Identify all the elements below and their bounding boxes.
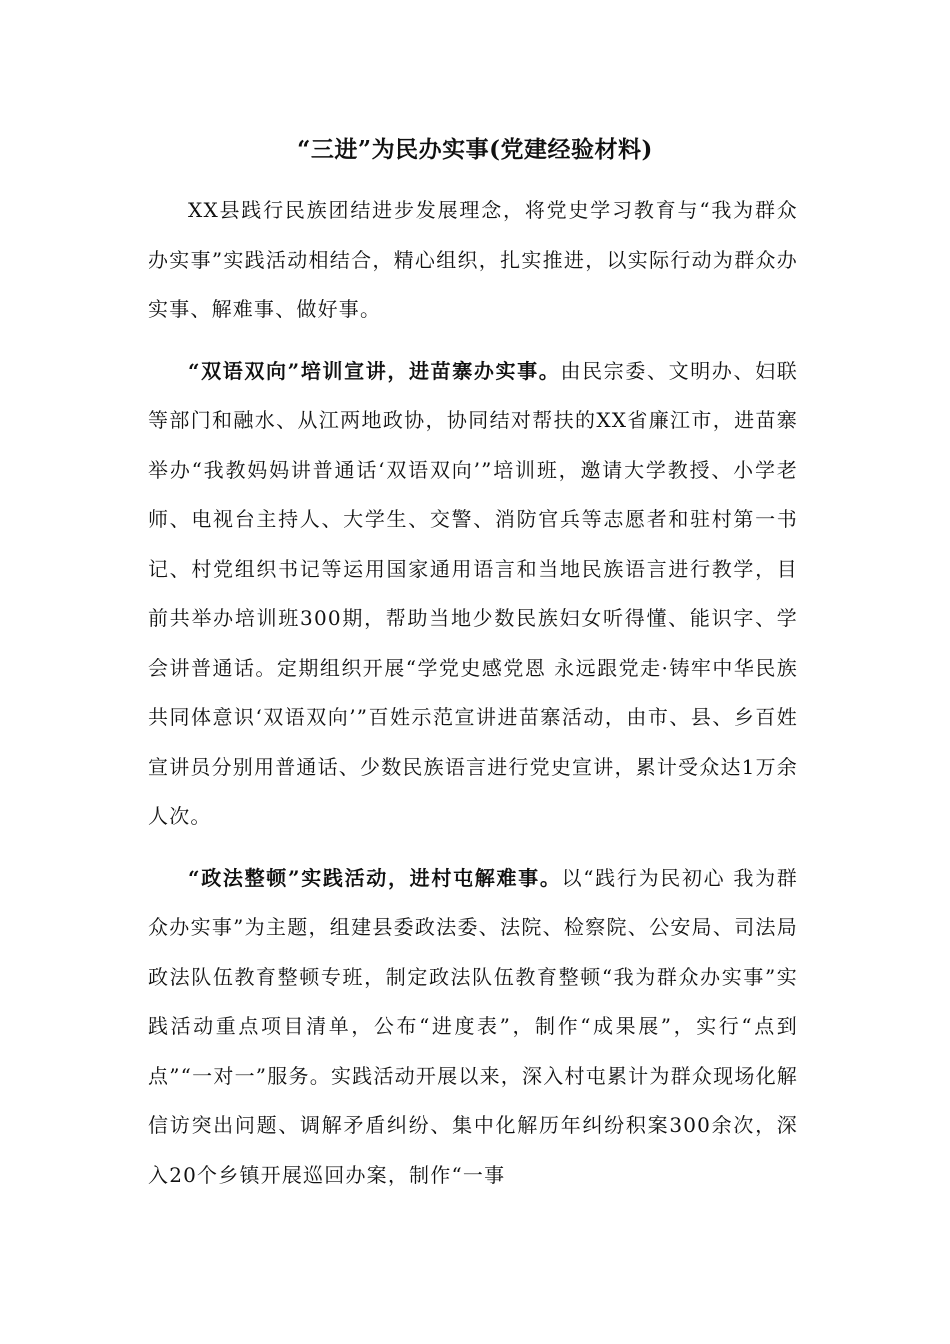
- paragraph-legal-rectification: [148, 854, 798, 1201]
- document-body: [148, 186, 798, 1212]
- paragraph-legal-rectification-text: 以“践行为民初心 我为群众办实事”为主题，组建县委政法委、法院、检察院、公安局、司法局政法队伍教育整顿专班，制定政法队伍教育整顿“我为群众办实事”实践活动重点项目清单，公布“进度表”，制作“成果展”，实行“点到点”“一对一”服务。实践活动开展以来，深入村屯累计为群众现场化解信访突出问题、调解矛盾纠纷、集中化解历年纠纷积案300余次，深入20个乡镇开展巡回办案，制作“一事: [148, 865, 799, 1187]
- paragraph-bilingual-training: [148, 347, 798, 842]
- paragraph-intro-text: XX县践行民族团结进步发展理念，将党史学习教育与“我为群众办实事”实践活动相结合，精心组织，扎实推进，以实际行动为群众办实事、解难事、做好事。: [148, 198, 798, 321]
- paragraph-legal-rectification-heading: “政法整顿”实践活动，进村屯解难事。: [188, 865, 562, 890]
- paragraph-bilingual-training-text: 由民宗委、文明办、妇联等部门和融水、从江两地政协，协同结对帮扶的XX省廉江市，进苗寨举办“我教妈妈讲普通话‘双语双向’”培训班，邀请大学教授、小学老师、电视台主持人、大学生、交警、消防官兵等志愿者和驻村第一书记、村党组织书记等运用国家通用语言和当地民族语言进行教学，目前共举办培训班300期，帮助当地少数民族妇女听得懂、能识字、学会讲普通话。定期组织开展“学党史感党恩 永远跟党走·铸牢中华民族共同体意识‘双语双向’”百姓示范宣讲进苗寨活动，由市、县、乡百姓宣讲员分别用普通话、少数民族语言进行党史宣讲，累计受众达1万余人次。: [148, 358, 799, 828]
- document-title: “三进”为民办实事(党建经验材料): [297, 136, 653, 163]
- paragraph-bilingual-training-heading: “双语双向”培训宣讲，进苗寨办实事。: [188, 358, 561, 383]
- paragraph-intro: [148, 186, 798, 335]
